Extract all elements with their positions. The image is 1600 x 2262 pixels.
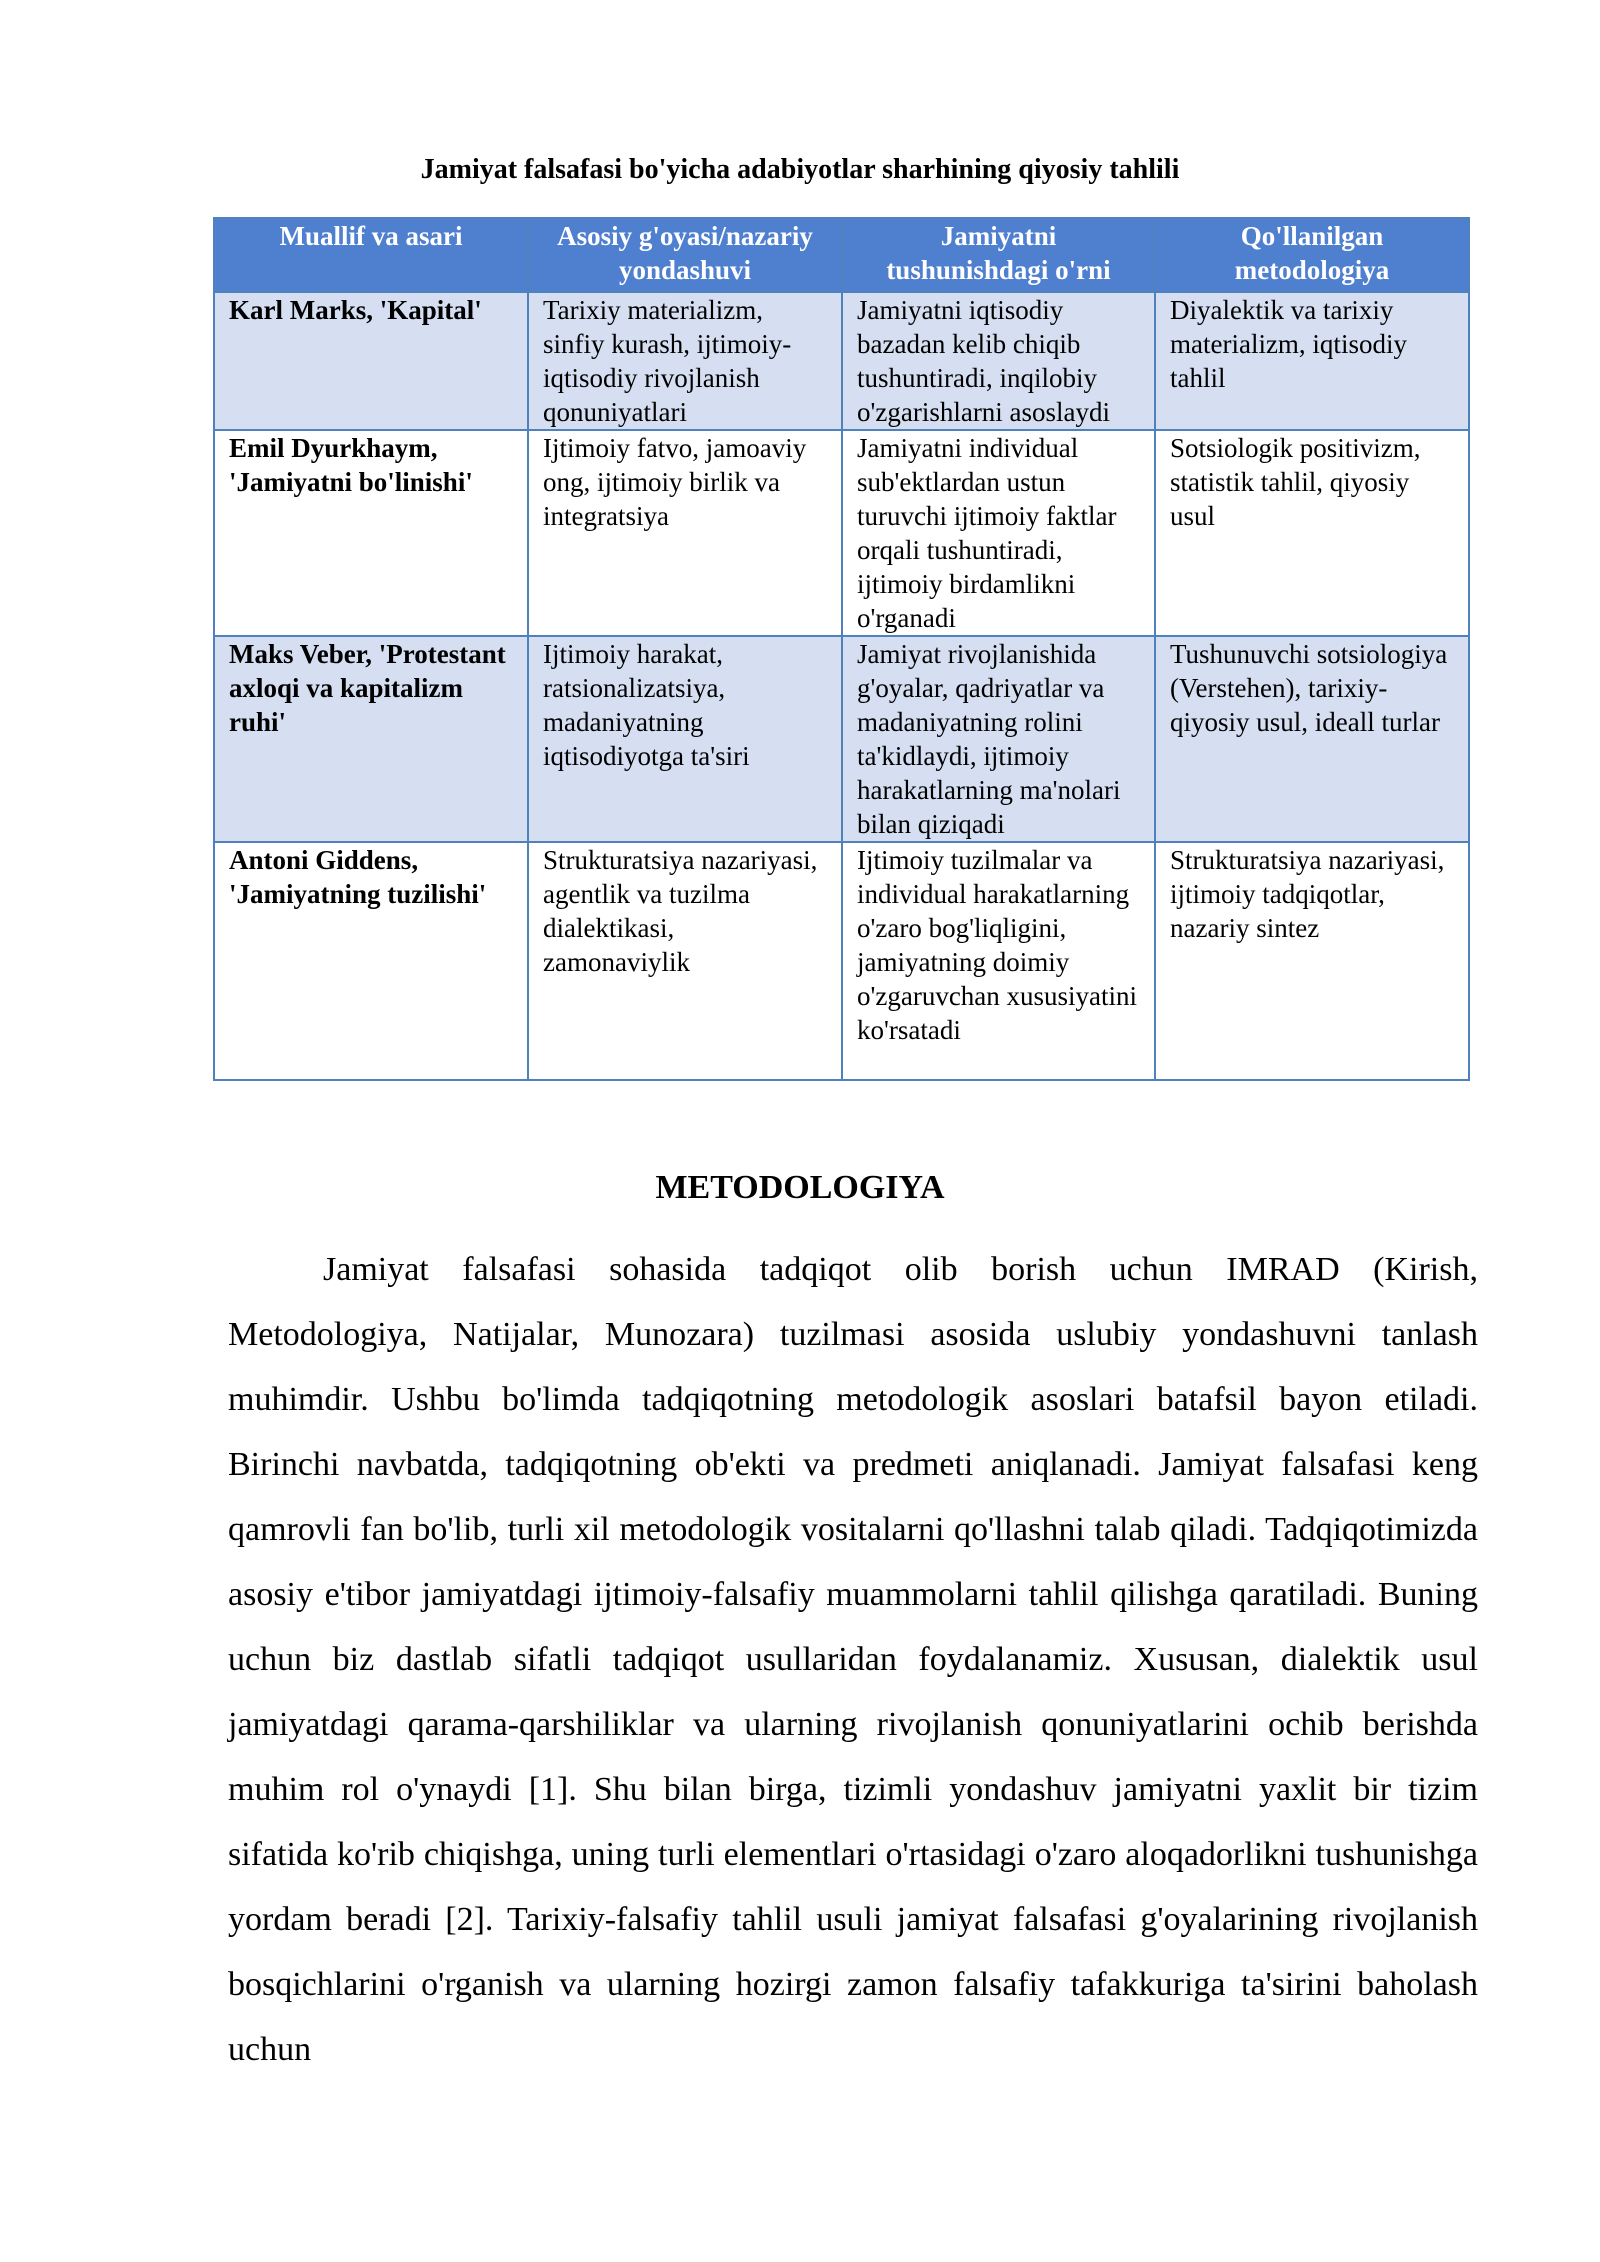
cell-author: Emil Dyurkhaym, 'Jamiyatni bo'linishi' <box>214 430 528 636</box>
cell-author: Karl Marks, 'Kapital' <box>214 292 528 430</box>
table-row <box>214 292 1469 430</box>
cell-method: Strukturatsiya nazariyasi, ijtimoiy tadqiqotlar, nazariy sintez <box>1155 842 1469 1080</box>
table-title: Jamiyat falsafasi bo'yicha adabiyotlar sharhining qiyosiy tahlili <box>420 154 1180 185</box>
cell-role: Jamiyatni individual sub'ektlardan ustun turuvchi ijtimoiy faktlar orqali tushuntiradi, ijtimoiy birdamlikni o'rganadi <box>842 430 1155 636</box>
cell-role: Jamiyat rivojlanishida g'oyalar, qadriyatlar va madaniyatning rolini ta'kidlaydi, ijtimoiy harakatlarning ma'nolari bilan qiziqadi <box>842 636 1155 842</box>
cell-idea: Ijtimoiy fatvo, jamoaviy ong, ijtimoiy birlik va integratsiya <box>528 430 842 636</box>
header-method: Qo'llanilgan metodologiya <box>1155 218 1469 292</box>
cell-idea: Ijtimoiy harakat, ratsionalizatsiya, madaniyatning iqtisodiyotga ta'siri <box>528 636 842 842</box>
cell-method: Sotsiologik positivizm, statistik tahlil, qiyosiy usul <box>1155 430 1469 636</box>
cell-method: Diyalektik va tarixiy materializm, iqtisodiy tahlil <box>1155 292 1469 430</box>
body-paragraph: Jamiyat falsafasi sohasida tadqiqot olib borish uchun IMRAD (Kirish, Metodologiya, Natijalar, Munozara) tuzilmasi asosida uslubiy yondashuvni tanlash muhimdir. Ushbu bo'limda tadqiqotning metodologik asoslari batafsil bayon etiladi. Birinchi navbatda, tadqiqotning ob'ekti va predmeti aniqlanadi. Jamiyat falsafasi keng qamrovli fan bo'lib, turli xil metodologik vositalarni qo'llashni talab qiladi. Tadqiqotimizda asosiy e'tibor jamiyatdagi ijtimoiy-falsafiy muammolarni tahlil qilishga qaratiladi. Buning uchun biz dastlab sifatli tadqiqot usullaridan foydalanamiz. Xususan, dialektik usul jamiyatdagi qarama-qarshiliklar va ularning rivojlanish qonuniyatlarini ochib berishda muhim rol o'ynaydi [1]. Shu bilan birga, tizimli yondashuv jamiyatni yaxlit bir tizim sifatida ko'rib chiqishga, uning turli elementlari o'rtasidagi o'zaro aloqadorlikni tushunishga yordam beradi [2]. Tarixiy-falsafiy tahlil usuli jamiyat falsafasi g'oyalarining rivojlanish bosqichlarini o'rganish va ularning hozirgi zamon falsafiy tafakkuriga ta'sirini baholash uchun <box>228 1251 1478 2068</box>
table-header-row <box>214 218 1469 292</box>
table-row <box>214 636 1469 842</box>
table-row <box>214 842 1469 1080</box>
header-role: Jamiyatni tushunishdagi o'rni <box>842 218 1155 292</box>
cell-method: Tushunuvchi sotsiologiya (Verstehen), tarixiy-qiyosiy usul, ideall turlar <box>1155 636 1469 842</box>
literature-comparison-table <box>213 217 1470 1081</box>
cell-idea: Strukturatsiya nazariyasi, agentlik va tuzilma dialektikasi, zamonaviylik <box>528 842 842 1080</box>
cell-author: Maks Veber, 'Protestant axloqi va kapitalizm ruhi' <box>214 636 528 842</box>
section-heading: METODOLOGIYA <box>655 1169 945 1206</box>
cell-author: Antoni Giddens, 'Jamiyatning tuzilishi' <box>214 842 528 1080</box>
header-idea: Asosiy g'oyasi/nazariy yondashuvi <box>528 218 842 292</box>
table-row <box>214 430 1469 636</box>
header-author: Muallif va asari <box>214 218 528 292</box>
cell-role: Jamiyatni iqtisodiy bazadan kelib chiqib tushuntiradi, inqilobiy o'zgarishlarni asoslaydi <box>842 292 1155 430</box>
cell-idea: Tarixiy materializm, sinfiy kurash, ijtimoiy-iqtisodiy rivojlanish qonuniyatlari <box>528 292 842 430</box>
cell-role: Ijtimoiy tuzilmalar va individual harakatlarning o'zaro bog'liqligini, jamiyatning doimiy o'zgaruvchan xususiyatini ko'rsatadi <box>842 842 1155 1080</box>
